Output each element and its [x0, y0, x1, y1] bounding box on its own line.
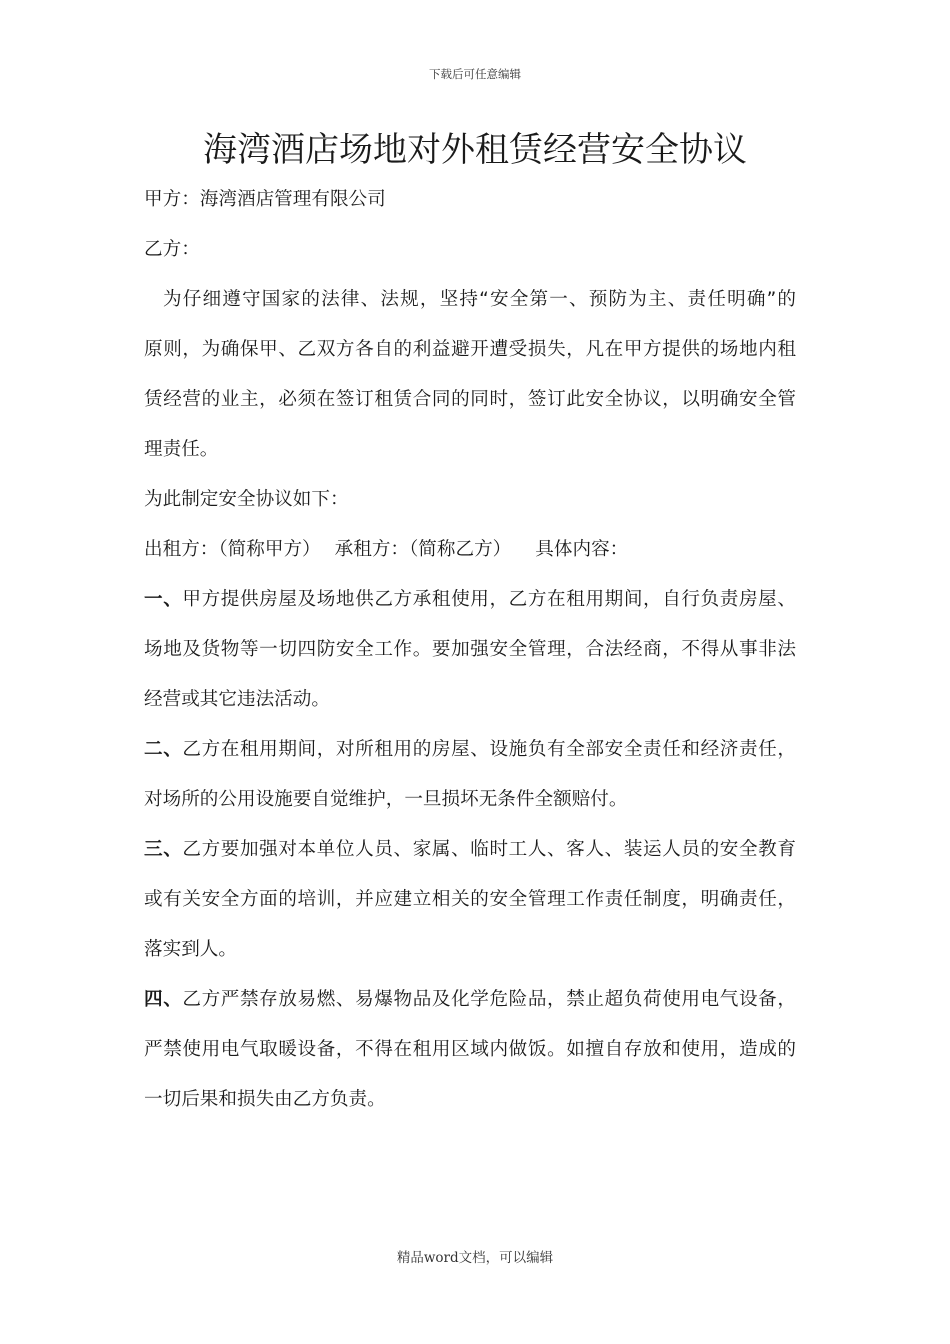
page-header: 下载后可任意编辑 [429, 67, 521, 81]
clause-line: 一切后果和损失由乙方负责。 [144, 1089, 386, 1110]
clause-line: 三、乙方要加强对本单位人员、家属、临时工人、客人、装运人员的安全教育 [144, 839, 796, 860]
intro-line: 原则，为确保甲、乙双方各自的利益避开遭受损失，凡在甲方提供的场地内租 [144, 339, 796, 360]
page-footer: 精品word文档，可以编辑 [396, 1250, 554, 1266]
clause-line: 对场所的公用设施要自觉维护，一旦损坏无条件全额赔付。 [144, 789, 628, 810]
clause-line: 严禁使用电气取暖设备，不得在租用区域内做饭。如擅自存放和使用，造成的 [144, 1039, 796, 1060]
intro-line: 为仔细遵守国家的法律、法规，坚持“安全第一、预防为主、责任明确”的 [163, 289, 796, 310]
clause-line: 落实到人。 [144, 939, 237, 960]
clause-number: 一、 [144, 589, 183, 610]
party-a-label: 甲方： [144, 189, 200, 210]
intro-line: 赁经营的业主，必须在签订租赁合同的同时，签订此安全协议，以明确安全管 [144, 389, 796, 410]
clause-number: 四、 [144, 989, 183, 1010]
clause-line: 一、甲方提供房屋及场地供乙方承租使用，乙方在租用期间，自行负责房屋、 [144, 589, 796, 610]
party-a-value: 海湾酒店管理有限公司 [199, 189, 386, 210]
lessor-label: 出租方：（简称甲方） [144, 539, 321, 560]
document-title: 海湾酒店场地对外租赁经营安全协议 [203, 130, 747, 170]
clause-line: 经营或其它违法活动。 [144, 689, 330, 710]
party-a-line [144, 175, 796, 225]
clause-number: 二、 [144, 739, 183, 760]
intro-line: 理责任。 [144, 439, 219, 460]
lessee-label: 承租方：（简称乙方） [334, 539, 512, 560]
party-b-label: 乙方： [144, 239, 200, 260]
document-body [144, 175, 796, 1125]
clause-number: 三、 [144, 839, 183, 860]
agreement-line: 为此制定安全协议如下： [144, 489, 349, 510]
parties-line [144, 525, 796, 575]
clause-line: 场地及货物等一切四防安全工作。要加强安全管理，合法经商，不得从事非法 [144, 639, 796, 660]
clause-line: 四、乙方严禁存放易燃、易爆物品及化学危险品，禁止超负荷使用电气设备， [144, 989, 796, 1010]
party-b-line [144, 225, 796, 275]
clause-line: 二、乙方在租用期间，对所租用的房屋、设施负有全部安全责任和经济责任， [144, 739, 796, 760]
clause-line: 或有关安全方面的培训，并应建立相关的安全管理工作责任制度，明确责任， [144, 889, 796, 910]
content-label: 具体内容： [535, 539, 629, 560]
